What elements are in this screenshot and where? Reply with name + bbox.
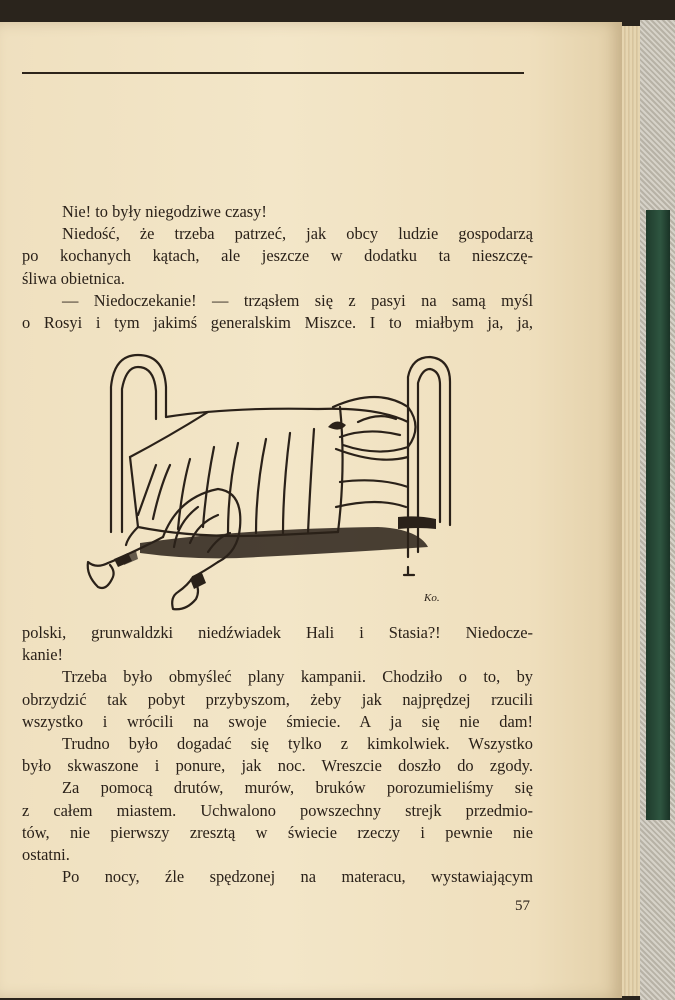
book-cover-spine	[646, 210, 670, 820]
text-line: Trudno było dogadać się tylko z kimkolwiek. Wszystko	[62, 734, 533, 754]
text-line: Niedość, że trzeba patrzeć, jak obcy ludzie gospodarzą	[62, 224, 533, 244]
text-line: Za pomocą drutów, murów, bruków porozumieliśmy się	[62, 778, 533, 798]
text-line: z całem miastem. Uchwalono powszechny strejk przedmio-	[22, 800, 533, 820]
text-line: Po nocy, źle spędzonej na materacu, wystawiającym	[62, 867, 533, 887]
text-line: Trzeba było obmyśleć plany kampanii. Chodziło o to, by	[62, 667, 533, 687]
text-line: ostatni.	[22, 845, 70, 865]
bed-pillow	[333, 397, 416, 452]
page-number: 57	[515, 898, 530, 914]
text-line: wszystko i wrócili na swoje śmiecie. A ja się nie dam!	[22, 711, 533, 731]
header-rule	[22, 72, 524, 74]
text-line: obrzydzić tak pobyt przybyszom, żeby jak najprędzej rzucili	[22, 689, 533, 709]
top-text-block	[22, 201, 533, 334]
text-line: — Niedoczekanie! — trząsłem się z pasyi na samą myśl	[62, 290, 533, 310]
text-line: śliwa obietnica.	[22, 268, 125, 288]
text-line: Nie! to były niegodziwe czasy!	[62, 202, 267, 221]
text-line: kanie!	[22, 645, 63, 665]
bottom-text-block	[22, 622, 533, 888]
text-line: po kochanych kątach, ale jeszcze w dodatku ta nieszczę-	[22, 246, 533, 266]
illustrator-signature: Ko.	[424, 592, 440, 604]
bed-illustration	[78, 347, 478, 617]
text-line: polski, grunwaldzki niedźwiadek Hali i Stasia?! Niedocze-	[22, 623, 533, 642]
text-line: tów, nie pierwszy zresztą w świecie rzeczy i pewnie nie	[22, 822, 533, 842]
bed-headboard	[111, 355, 166, 532]
bed-shadow	[140, 527, 428, 558]
text-line: o Rosyi i tym jakimś generalskim Miszce. I to miałbym ja, ja,	[22, 313, 533, 333]
text-line: było skwaszone i ponure, jak noc. Wreszcie doszło do zgody.	[22, 756, 533, 776]
